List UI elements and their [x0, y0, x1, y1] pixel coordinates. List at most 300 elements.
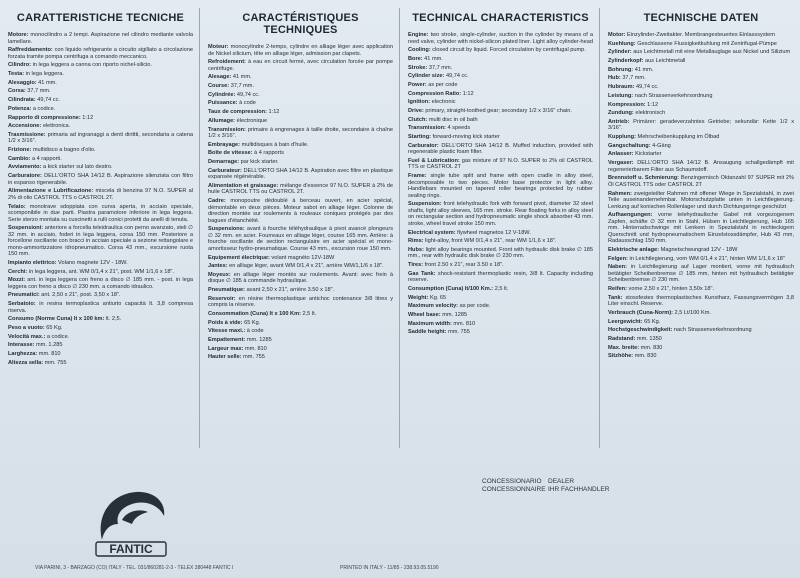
- spec-item: [608, 119, 794, 132]
- spec-item: [8, 32, 193, 45]
- spec-value: 65 Kg.: [244, 319, 261, 326]
- spec-key: Raffreddamento:: [8, 47, 53, 54]
- spec-value: closed circuit by liquid. Forced circulation by centrifugal pump.: [432, 47, 586, 54]
- spec-column-english: [400, 8, 600, 448]
- spec-item: [208, 142, 393, 149]
- spec-value: light-alloy, front WM 0/1,4 x 21", rear WM 1/1,6 x 18".: [425, 238, 557, 245]
- spec-item: [8, 132, 193, 145]
- spec-key: Altezza sella:: [8, 359, 44, 366]
- spec-key: Cilindro:: [8, 62, 31, 69]
- spec-key: Felgen:: [608, 255, 628, 262]
- column-title: CARATTERISTICHE TECNICHE: [16, 12, 185, 24]
- spec-column-german: [600, 8, 800, 448]
- spec-column-italian: [0, 8, 200, 448]
- spec-key: Accensione:: [8, 123, 42, 130]
- spec-key: Hochstgeschwindigkeit:: [608, 327, 673, 334]
- spec-value: a codice.: [32, 105, 56, 112]
- spec-item: [408, 108, 593, 115]
- spec-item: [608, 41, 794, 48]
- spec-value: elettronica.: [42, 123, 71, 130]
- spec-key: Tires:: [408, 262, 424, 269]
- spec-item: [608, 134, 794, 141]
- spec-value: 65 Kg.: [46, 325, 63, 331]
- spec-key: Pneumatici:: [8, 292, 40, 299]
- spec-item: [608, 336, 794, 343]
- spec-key: Cylindrée:: [208, 91, 236, 98]
- spec-value: monocilindro a 2 tempi. Aspirazione nel cilindro mediante valvola lamellare.: [8, 32, 193, 45]
- spec-value: mm. 830: [640, 344, 663, 351]
- spec-value: 41 mm.: [634, 66, 654, 73]
- spec-value: elektronisch: [635, 110, 666, 117]
- spec-value: en résine thermoplastique antichoc contenance 3/8 litres y compris la réserve.: [208, 295, 394, 309]
- column-title: TECHNISCHE DATEN: [643, 12, 759, 24]
- spec-key: Tank:: [608, 294, 623, 301]
- spec-key: Zylinder:: [608, 49, 632, 56]
- spec-value: avant à fourche téléhydraulique à pivot avancé plongeurs ∅ 32 mm. en acier. Fourreaux en alliage léger, course 165 mm. Arrière: à fourche oscillante de section rectangulaire en acier spécial et mono-amortisseur hydro-pneumatique. Course 43 mm., excursion roue 150 mm.: [208, 226, 393, 252]
- spec-key: Motore:: [8, 32, 29, 38]
- spec-item: [8, 260, 193, 267]
- spec-column-french: [200, 8, 400, 448]
- spec-item: [8, 173, 193, 186]
- spec-value: mélange d'essence 97 N.O. SUPER à 2% de huile CASTROL TTS ou CASTROL 2T.: [208, 182, 393, 196]
- spec-key: Embrayage:: [208, 141, 241, 148]
- print-code: PRINTED IN ITALY - 11/85 - 238.93.05.5190: [340, 565, 439, 571]
- spec-value: en alliage léger montés sur roulements. Avant: avec frein à disque ∅ 185 à commande hydraulique.: [208, 271, 393, 285]
- spec-value: à 4 rapports: [254, 150, 284, 157]
- spec-key: Bore:: [408, 55, 423, 62]
- spec-item: [208, 74, 393, 81]
- spec-key: Avviamento:: [8, 164, 42, 171]
- spec-value: volant magnéto 12V-18W: [271, 254, 335, 261]
- company-address: VIA PARINI, 3 - BARZAGO (CO) ITALY - TEL. 031/860281-2-3 - TELEX 380448 FANTIC I: [35, 565, 234, 571]
- spec-value: par kick starter.: [240, 159, 279, 166]
- spec-item: [208, 44, 393, 57]
- spec-item: [408, 286, 593, 293]
- spec-key: Ignition:: [408, 99, 431, 106]
- spec-value: multi disc in oil bath: [428, 116, 478, 123]
- spec-item: [608, 84, 794, 91]
- spec-item: [408, 230, 593, 237]
- spec-value: mm. 830: [634, 353, 657, 360]
- spec-key: Fuel & Lubrication:: [408, 157, 460, 164]
- spec-value: stossfestes thermoplastisches Kunstharz, Fassungsvermögen 3,8 Liter einschl. Reserve.: [608, 294, 795, 308]
- spec-key: Pneumatique:: [208, 287, 245, 294]
- spec-value: mm. 1285: [246, 337, 272, 343]
- spec-item: [8, 147, 193, 154]
- spec-key: Boîte de vitesse:: [208, 150, 253, 157]
- spec-key: Electrical system:: [408, 229, 456, 236]
- spec-value: Geschlassene Flussigkeitkuhlung mit Zentrifugal-Pümpe: [637, 40, 777, 47]
- spec-item: [408, 329, 593, 336]
- spec-item: [608, 75, 794, 82]
- spec-value: lt. 2,5.: [105, 316, 122, 323]
- spec-key: Stroke:: [408, 64, 428, 71]
- spec-key: Transmission:: [208, 126, 246, 133]
- spec-item: [408, 134, 593, 141]
- spec-item: [208, 311, 393, 318]
- spec-value: 41 mm.: [232, 74, 252, 81]
- spec-value: mm. 755: [243, 354, 265, 361]
- spec-value: 1:12: [82, 114, 94, 121]
- spec-key: Telaio:: [8, 203, 26, 210]
- spec-key: Allumage:: [208, 117, 236, 124]
- spec-key: Larghezza:: [8, 351, 38, 358]
- spec-key: Cooling:: [408, 47, 431, 54]
- spec-item: [608, 110, 794, 117]
- spec-list: [408, 32, 593, 336]
- spec-item: [208, 328, 393, 335]
- spec-item: [8, 334, 193, 341]
- spec-value: in lega leggera a canna con riporto nichel-silicio.: [32, 62, 152, 69]
- spec-item: [608, 286, 794, 293]
- spec-value: électronique: [236, 117, 268, 124]
- spec-item: [608, 175, 794, 188]
- spec-value: mm. 755: [44, 359, 67, 366]
- spec-key: Cylinder size:: [408, 73, 445, 80]
- spec-key: Antrieb:: [608, 118, 630, 125]
- spec-key: Hubs:: [408, 246, 424, 253]
- spec-item: [8, 292, 193, 299]
- spec-key: Clutch:: [408, 116, 428, 123]
- spec-item: [8, 123, 193, 130]
- spec-item: [208, 118, 393, 125]
- spec-value: in Leichtlegierung, vorn WM 0/1,4 x 21", hinten WM 1/1,6 x 18": [629, 255, 785, 262]
- spec-value: aus Leichtmetall: [645, 58, 686, 65]
- spec-item: [208, 183, 393, 196]
- spec-list: [208, 44, 393, 361]
- spec-item: [208, 83, 393, 90]
- column-title: TECHNICAL CHARACTERISTICS: [412, 12, 589, 24]
- spec-item: [608, 327, 794, 334]
- spec-item: [8, 164, 193, 171]
- spec-key: Drive:: [408, 108, 424, 114]
- spec-item: [8, 325, 193, 332]
- spec-value: Volano magnete 12V - 18W.: [58, 259, 128, 266]
- spec-key: Starting:: [408, 134, 431, 141]
- spec-key: Equipement électrique:: [208, 254, 270, 261]
- dealer-box: [482, 478, 609, 494]
- spec-item: [8, 316, 193, 323]
- spec-item: [8, 62, 193, 69]
- spec-key: Empattement:: [208, 337, 246, 343]
- spec-item: [8, 156, 193, 163]
- spec-item: [8, 88, 193, 95]
- spec-value: nach Strassenverkehrsordnung: [634, 92, 713, 99]
- spec-value: 1:12: [268, 109, 280, 116]
- spec-item: [408, 82, 593, 89]
- spec-item: [8, 225, 193, 258]
- column-title: CARACTÉRISTIQUES TECHNIQUES: [242, 12, 359, 36]
- spec-item: [608, 247, 794, 254]
- spec-key: Alimentazione e Lubrificazione:: [8, 188, 94, 195]
- spec-key: Cadre:: [208, 198, 226, 205]
- spec-key: Alesaggio:: [8, 79, 37, 86]
- spec-item: [8, 115, 193, 122]
- spec-value: a codice.: [46, 333, 70, 340]
- spec-key: Refroidement:: [208, 59, 246, 66]
- spec-item: [8, 301, 193, 314]
- spec-value: 2,5 lt.: [494, 285, 509, 292]
- spec-item: [8, 47, 193, 60]
- spec-value: mm. 1.285: [36, 342, 63, 349]
- spec-item: [408, 158, 593, 171]
- spec-value: 49,74 cc.: [37, 97, 60, 104]
- brochure-footer: [0, 448, 800, 578]
- spec-key: Sitzhöhe:: [608, 353, 634, 360]
- spec-value: mm. 810: [245, 345, 267, 352]
- spec-key: Rahmen:: [608, 190, 632, 197]
- spec-item: [608, 191, 794, 211]
- spec-key: Cilindrata:: [8, 97, 36, 104]
- spec-item: [408, 73, 593, 80]
- spec-item: [608, 212, 794, 245]
- spec-key: Mozzi:: [8, 277, 26, 284]
- spec-value: forward-moving kick starter: [432, 134, 500, 141]
- spec-key: Alimentation et graissage:: [208, 182, 279, 189]
- spec-key: Leistung:: [608, 92, 634, 99]
- spec-item: [208, 272, 393, 285]
- spec-key: Sospensioni:: [8, 225, 44, 232]
- spec-key: Course:: [208, 83, 230, 90]
- spec-item: [8, 106, 193, 113]
- spec-value: Benzingemisch Oktanzahl 97 SUPER mit 2% Öl CASTROL TTS oder CASTROL 2T: [608, 175, 795, 188]
- spec-item: [608, 310, 794, 317]
- spec-key: Testa:: [8, 71, 25, 78]
- spec-value: 37,7 mm.: [27, 88, 51, 95]
- spec-value: DELL'ORTO SHA 14/12 B. Ansaugung schallgedämpft mit regenerierbarem Filter aus Schaumstoff.: [608, 160, 794, 173]
- spec-item: [8, 269, 193, 276]
- spec-item: [208, 263, 393, 270]
- spec-value: à code: [239, 100, 256, 107]
- spec-item: [208, 92, 393, 99]
- spec-item: [608, 151, 794, 158]
- spec-key: Impianto elettrico:: [8, 259, 57, 266]
- spec-item: [408, 125, 593, 132]
- spec-value: 49,74 cc.: [445, 73, 469, 80]
- spec-item: [208, 159, 393, 166]
- spec-key: Transmission:: [408, 125, 446, 132]
- spec-value: primary, straight-toothed gear; secondary 1/2 x 3/16" chain.: [425, 108, 572, 114]
- spec-value: as per code: [428, 81, 458, 88]
- spec-key: Weight:: [408, 294, 429, 301]
- spec-value: in lega leggera, ant. WM 0/1,4 x 21", post. WM 1/1,6 x 18".: [28, 268, 174, 275]
- spec-key: Rims:: [408, 238, 424, 245]
- spec-value: en alliage léger, avant WM 0/1,4 x 21", arrière WM/1,1/6 x 18".: [229, 263, 384, 270]
- spec-value: as per code.: [459, 303, 491, 310]
- dealer-row: CONCESSIONARIO DEALER: [482, 478, 575, 485]
- spec-item: [608, 160, 794, 173]
- dealer-row: CONCESSIONNAIRE IHR FACHHANDLER: [482, 486, 610, 493]
- spec-key: Reifen:: [608, 285, 627, 292]
- spec-item: [208, 296, 393, 309]
- spec-value: gas mixture of 97 N.O. SUPER to 2% oil CASTROL TTS or CASTROL 2T: [408, 157, 593, 171]
- spec-key: Radstand:: [608, 335, 636, 342]
- spec-item: [208, 287, 393, 294]
- spec-key: Taux de compression:: [208, 109, 267, 116]
- spec-value: monotrave sdoppiata con curva aperta, in acciaio speciale, scomponibile in due parti. Piastra paramotore inferiore in lega leggera. Serie sterzo montata su cuscinetti a rulli conici protetti da anelli di tenuta.: [8, 203, 193, 223]
- spec-item: [8, 97, 193, 104]
- spec-key: Hub:: [608, 75, 621, 82]
- spec-item: [408, 238, 593, 245]
- spec-key: Naben:: [608, 264, 627, 271]
- spec-value: Kickstarter: [635, 151, 662, 158]
- spec-item: [608, 58, 794, 65]
- spec-key: Frame:: [408, 173, 427, 180]
- spec-columns: [0, 8, 800, 448]
- spec-item: [408, 173, 593, 199]
- spec-item: [608, 256, 794, 263]
- spec-item: [208, 150, 393, 157]
- spec-key: Demarrage:: [208, 159, 240, 166]
- spec-value: aus Leichtmetall mit eine Metallauglage aus Nickel und Silizium: [633, 49, 791, 56]
- spec-item: [208, 100, 393, 107]
- spec-item: [8, 80, 193, 87]
- spec-key: Frizione:: [8, 147, 32, 154]
- spec-key: Consumption (Cuna) lt/100 Km.:: [408, 285, 494, 292]
- spec-value: avant 2,50 x 21", arrière 3.50 x 18".: [246, 287, 335, 294]
- spec-key: Moteur:: [208, 44, 229, 50]
- spec-value: 49,74 cc.: [236, 91, 260, 98]
- spec-item: [608, 49, 794, 56]
- spec-value: anteriore a forcella teleidraulica con perno avanzato, steli ∅ 32 mm. in acciaio, foderi in lega leggera, corsa 150 mm. Posteriore a forcellone oscillante con bracci in acciaio speciale a sezione rettangolare e mono-ammortizzatore idropneumatico. Corsa 43 mm., escursione ruota 150 mm.: [8, 225, 193, 258]
- spec-value: 37,7 mm.: [428, 64, 453, 71]
- spec-item: [408, 143, 593, 156]
- spec-value: 2,5 lt.: [302, 310, 317, 317]
- spec-item: [208, 354, 393, 361]
- spec-value: 2,5 Lt/100 Km.: [674, 309, 711, 316]
- spec-value: mm. 810: [38, 351, 61, 358]
- spec-value: in resina termoplastica antiurto capacità lt. 3,8 compresa riserva.: [8, 301, 193, 314]
- spec-value: 41 mm.: [424, 55, 443, 62]
- spec-item: [408, 312, 593, 319]
- spec-value: light alloy bearings mounted. Front with hydraulic disk brake ∅ 185 mm., rear with hydraulic disk brake ∅ 230 mm.: [408, 246, 593, 260]
- spec-item: [408, 99, 593, 106]
- spec-item: [208, 198, 393, 224]
- spec-value: zweigeteilter Rahmen mit offener Wiege in Spezialstahl, in zwei Teile auseinandernehmbar. Motorschutzplatte unten in Leichtlegierung. Lenkung auf konischen Rollenlager und durch Dichtungsringe geschützt: [608, 190, 795, 210]
- spec-key: Cerchi:: [8, 268, 28, 275]
- spec-value: Einzylinder-Zweitakter. Membrangesteuertes Einlasssystem: [626, 32, 775, 38]
- spec-key: Gas Tank:: [408, 270, 436, 277]
- svg-text:FANTIC: FANTIC: [109, 542, 153, 556]
- spec-key: Brennstoff u. Schmierung:: [608, 175, 680, 182]
- spec-value: mm. 810: [453, 320, 476, 327]
- spec-key: Jantes:: [208, 263, 228, 270]
- spec-item: [8, 188, 193, 201]
- spec-item: [8, 342, 193, 349]
- spec-key: Carburator:: [408, 142, 439, 149]
- spec-value: DELL'ORTO SHA 14/12 B. Aspiration avec filtre en plastique expansée régénérable.: [208, 167, 393, 181]
- spec-value: Primärer: geradeverzahntes Getriebe; sekundär: Kette 1/2 x 3/16".: [608, 118, 794, 132]
- spec-item: [408, 201, 593, 227]
- spec-key: Kompression:: [608, 101, 646, 108]
- spec-key: Bohrung:: [608, 66, 634, 73]
- spec-item: [408, 32, 593, 45]
- spec-value: multidisques à bain d'huile.: [241, 141, 309, 148]
- fantic-logo: [92, 486, 170, 566]
- spec-item: [208, 320, 393, 327]
- spec-value: DELL'ORTO SHA 14/12 B. Muffed induction, provided with regenerable plastic foam filter.: [408, 142, 593, 156]
- spec-value: two stroke, single-cylinder, suction in the cylinder by means of a reed valve, cylinder with nickel-silicon plated liner. Light alloy cylinder-head: [408, 32, 593, 45]
- spec-item: [208, 337, 393, 344]
- spec-key: Interasse:: [8, 342, 35, 349]
- spec-key: Corsa:: [8, 88, 26, 95]
- spec-value: single tube split and frame with open cradle in alloy steel, decomposable to two pieces. Motor base protector in light alloy. Handlebars mounted on tapered roller bearings protected by rubber sealing rings.: [408, 173, 593, 199]
- spec-item: [408, 47, 593, 54]
- spec-key: Kupplung:: [608, 134, 636, 141]
- spec-key: Maximum width:: [408, 320, 452, 327]
- spec-value: multidisco a bagno d'olio.: [32, 147, 96, 154]
- spec-value: 37,7 mm.: [230, 83, 255, 90]
- spec-key: Verbrauch (Cuna-Norm):: [608, 309, 673, 316]
- spec-key: Anlasser:: [608, 151, 634, 158]
- spec-key: Suspension:: [408, 201, 442, 208]
- spec-item: [8, 71, 193, 78]
- spec-item: [208, 346, 393, 353]
- spec-key: Reservoir:: [208, 295, 236, 302]
- spec-item: [408, 247, 593, 260]
- spec-item: [408, 56, 593, 63]
- spec-value: flywheel magnetos 12 V-18W.: [457, 229, 531, 236]
- spec-key: Compression Ratio:: [408, 90, 462, 97]
- spec-key: Elektrische anlage:: [608, 246, 659, 253]
- spec-key: Serbatoio:: [8, 301, 36, 308]
- spec-key: Leergewicht:: [608, 318, 643, 325]
- spec-value: 4-Gäng: [652, 142, 671, 149]
- spec-key: Consumo (Norme Cuna) lt x 100 km:: [8, 316, 105, 323]
- spec-item: [408, 117, 593, 124]
- spec-key: Carburatore:: [8, 173, 42, 180]
- spec-item: [208, 226, 393, 252]
- spec-item: [208, 109, 393, 116]
- spec-item: [208, 127, 393, 140]
- spec-value: mm. 1350: [636, 335, 662, 342]
- spec-value: à code: [246, 328, 264, 335]
- spec-value: front 2.50 x 21", rear 3.50 x 18".: [424, 262, 504, 269]
- spec-value: vorne telehydraulische Gabel mit vorgezogenem Zapfen, schäfte ∅ 32 mm in Stahl, Hülsen in Leichtlegierung, Hub 165 mm. Hinterradschwinge mit Lenkern in Spezialstahl in rechteckigem Querschnitt und hydropneumatischem Einzelstossdämpfer, Hub 43 mm, Radausschlag 150 mm.: [608, 212, 794, 245]
- spec-item: [208, 255, 393, 262]
- spec-value: primaria ad ingranaggi a denti dirittti, secondaria a catena 1/2 x 3/16".: [8, 131, 193, 145]
- spec-value: à eau en circuit fermé, avec circulation forcée par pompe centrifuge.: [208, 59, 393, 72]
- spec-value: mm. 755: [448, 329, 470, 336]
- spec-value: ant. 2,50 x 21", post. 3,50 x 18".: [41, 292, 121, 299]
- spec-item: [408, 303, 593, 310]
- spec-key: Suspensions:: [208, 226, 245, 233]
- spec-key: Kuehlung:: [608, 40, 636, 47]
- spec-key: Hubraum:: [608, 84, 635, 91]
- spec-value: front telehydraulic fork with forward pivot, diameter 32 steel shafts, light alloy sleeves, 165 mm. stroke. Rear floating forks in alloy steel on rectangular section and hydropneumatic single shock absorber 43 mm. stroke, wheel travel stroke 150 mm.: [408, 201, 593, 227]
- spec-value: in lega leggera.: [25, 71, 64, 78]
- spec-item: [408, 65, 593, 72]
- spec-value: in Leichtlegierung auf Lager montiert, vorne mit hydraulisch betätigter Scheibenbremse ∅ 185 mm, hinten mit hydraulisch betätigter Scheibenbremse ∅ 230 mm.: [608, 264, 794, 284]
- spec-key: Motor:: [608, 32, 626, 38]
- spec-item: [208, 59, 393, 72]
- spec-item: [408, 271, 593, 284]
- spec-value: Magnetschwungrad 12V - 18W: [660, 246, 738, 253]
- spec-key: Power:: [408, 81, 427, 88]
- spec-list: [608, 32, 794, 360]
- spec-key: Puissance:: [208, 100, 238, 107]
- spec-value: shock-resistant thermoplastic resin, 3/8 lt. Capacity including reserve.: [408, 270, 593, 284]
- spec-value: 4 speeds: [447, 125, 471, 132]
- spec-item: [608, 319, 794, 326]
- spec-key: Vergaser:: [608, 160, 634, 167]
- spec-value: nach Strassenverkehrsordnung: [673, 327, 752, 334]
- spec-item: [8, 351, 193, 358]
- spec-value: 1:12: [647, 101, 659, 108]
- spec-value: a kick starter sul lato destro.: [42, 164, 113, 171]
- spec-list: [8, 32, 193, 366]
- spec-item: [608, 67, 794, 74]
